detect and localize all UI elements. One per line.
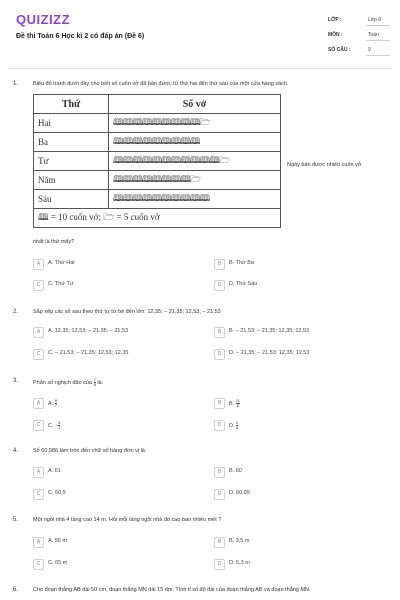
- option-text: A. Thứ Hai: [48, 260, 75, 266]
- day-cell: Tư: [34, 152, 109, 171]
- denominator: 8: [236, 425, 239, 430]
- option-letter-badge: B: [214, 259, 225, 270]
- question-number: 2.: [13, 309, 19, 315]
- fraction: [58, 421, 60, 430]
- numerator: 11: [235, 398, 240, 403]
- book-icons: 🕮🕮🕮🕮🕮🕮🕮🕮🕮: [109, 133, 281, 152]
- pictograph-table: [33, 94, 281, 228]
- book-icons: 🕮🕮🕮🕮🕮🕮🕮🕮🕮🗁: [109, 114, 281, 133]
- option-b[interactable]: [214, 398, 374, 410]
- minus-sign: −: [55, 422, 59, 429]
- question-text: [33, 378, 388, 387]
- option-text: D. 60,99: [229, 490, 250, 496]
- option-b[interactable]: [214, 537, 374, 549]
- option-text: C. Thứ Tư: [48, 281, 74, 287]
- option-letter-badge: C: [33, 559, 44, 570]
- option-text: A. 56 m: [48, 538, 67, 544]
- book-icons: 🕮🕮🕮🕮🕮🕮🕮🕮🕮🕮: [109, 190, 281, 209]
- option-text: D. – 21,35; – 21,53; 12,35; 12,53: [229, 350, 310, 356]
- option-letter-badge: A: [33, 327, 44, 338]
- fraction: [236, 421, 238, 430]
- option-c[interactable]: [33, 489, 193, 501]
- option-b[interactable]: [214, 467, 374, 479]
- option-letter-badge: A: [33, 259, 44, 270]
- option-d[interactable]: [214, 489, 374, 501]
- question-number: 5.: [13, 517, 19, 523]
- table-row: [34, 209, 281, 228]
- question-number: 6.: [13, 587, 19, 593]
- option-letter-badge: A: [33, 467, 44, 478]
- option-text: [48, 399, 57, 408]
- option-text: C. 65 m: [48, 560, 68, 566]
- day-cell: Ba: [34, 133, 109, 152]
- meta-box: [328, 17, 388, 62]
- day-cell: Năm: [34, 171, 109, 190]
- option-prefix: A.: [48, 400, 54, 407]
- option-text: [229, 399, 240, 408]
- option-letter-badge: B: [214, 537, 225, 548]
- question-text-continued: nhất là thứ mấy?: [33, 239, 75, 245]
- option-prefix: C.: [48, 422, 54, 429]
- option-text: [48, 421, 60, 430]
- option-d[interactable]: [214, 420, 374, 432]
- option-b[interactable]: [214, 327, 374, 339]
- option-letter-badge: B: [214, 467, 225, 478]
- numerator: 5: [236, 420, 239, 425]
- option-a[interactable]: [33, 398, 193, 410]
- day-cell: Sáu: [34, 190, 109, 209]
- page-header: [0, 0, 400, 70]
- denominator: 8: [236, 403, 239, 408]
- option-text: C. – 21,53; – 21,35; 12,53; 12,35: [48, 350, 129, 356]
- page-title: Đề thi Toán 6 Học kì 2 có đáp án (Đề 6): [16, 33, 145, 40]
- option-d[interactable]: [214, 559, 374, 571]
- numerator: 8: [58, 420, 61, 425]
- option-letter-badge: D: [214, 349, 225, 360]
- option-d[interactable]: [214, 349, 374, 361]
- option-c[interactable]: [33, 280, 193, 292]
- fraction: [236, 399, 240, 408]
- denominator: 8: [93, 382, 96, 387]
- option-letter-badge: D: [214, 280, 225, 291]
- option-letter-badge: C: [33, 420, 44, 431]
- question-text-continued: Ngày bán được nhiều cuốn vở: [287, 162, 362, 168]
- option-letter-badge: D: [214, 559, 225, 570]
- option-c[interactable]: [33, 349, 193, 361]
- meta-label: MÔN :: [328, 32, 343, 38]
- day-cell: Hai: [34, 114, 109, 133]
- option-text: B. 3,5 m: [229, 538, 250, 544]
- question-text: Cho đoạn thẳng AB dài 50 cm, đoạn thẳng MN dài 15 dm. Tính tỉ số độ dài của đoạn thẳng AB và đoạn thẳng MN.: [33, 587, 311, 593]
- option-letter-badge: A: [33, 537, 44, 548]
- option-prefix: B.: [229, 400, 235, 407]
- meta-label: SỐ CÂU :: [328, 47, 351, 53]
- question-number: 3.: [13, 378, 19, 384]
- quizizz-logo: QUIZIZZ: [16, 12, 71, 27]
- option-letter-badge: C: [33, 489, 44, 500]
- option-letter-badge: B: [214, 327, 225, 338]
- question-number: 4.: [13, 448, 19, 454]
- meta-row-count: [328, 47, 388, 62]
- option-letter-badge: C: [33, 349, 44, 360]
- option-text: A. 12,35; 12,53; – 21,35; – 21,53: [48, 328, 129, 334]
- option-text: D. Thứ Sáu: [229, 281, 258, 287]
- class-field: Lớp 6: [366, 15, 390, 26]
- option-text: B. Thứ Ba: [229, 260, 254, 266]
- question-text: Sắp xếp các số sau theo thứ tự từ bé đến lớn: 12,35; – 21,35; 12,53; – 21,53: [33, 309, 221, 315]
- question-text-part: là:: [97, 379, 104, 386]
- table-row: [34, 190, 281, 209]
- book-icons: 🕮🕮🕮🕮🕮🕮🕮🕮🕮🕮🕮🗁: [109, 152, 281, 171]
- denominator: 7: [58, 425, 61, 430]
- option-letter-badge: B: [214, 398, 225, 409]
- pictograph-legend: 🕮 = 10 cuốn vở; 🗁 = 5 cuốn vở: [34, 209, 281, 228]
- option-prefix: D.: [229, 422, 235, 429]
- book-icons: 🕮🕮🕮🕮🕮🕮🕮🕮🗁: [109, 171, 281, 190]
- option-letter-badge: D: [214, 420, 225, 431]
- question-text: Một ngôi nhà 4 tầng cao 14 m. Hỏi mỗi tầng ngôi nhà đó cao bao nhiêu mét ?: [33, 517, 222, 523]
- option-c[interactable]: [33, 420, 193, 432]
- option-a[interactable]: [33, 537, 193, 549]
- table-row: [34, 171, 281, 190]
- question-text-part: Phân số nghịch đảo của: [33, 379, 93, 386]
- question-text: Số 60,986 làm tròn đến chữ số hàng đơn vị là:: [33, 448, 147, 454]
- table-row: [34, 133, 281, 152]
- count-field: 9: [366, 45, 390, 56]
- fraction: [94, 378, 96, 387]
- table-header-day: Thứ: [34, 95, 109, 114]
- option-text: A. 61: [48, 468, 61, 474]
- table-header-count: Số vở: [109, 95, 281, 114]
- option-d[interactable]: [214, 280, 374, 292]
- fraction: [55, 399, 57, 408]
- option-a[interactable]: [33, 467, 193, 479]
- option-text: B. 60: [229, 468, 242, 474]
- subject-field: Toán: [366, 30, 390, 41]
- table-row: [34, 114, 281, 133]
- option-b[interactable]: [214, 259, 374, 271]
- header-divider: [8, 68, 392, 69]
- option-letter-badge: A: [33, 398, 44, 409]
- denominator: 7: [54, 403, 57, 408]
- numerator: 8: [54, 398, 57, 403]
- question-number: 1.: [13, 81, 19, 87]
- option-text: D. 5,3 m: [229, 560, 250, 566]
- numerator: 7: [93, 377, 96, 382]
- option-text: B. – 21,53; – 21,35; 12,35; 12,53: [229, 328, 310, 334]
- option-a[interactable]: [33, 259, 193, 271]
- option-c[interactable]: [33, 559, 193, 571]
- option-text: [229, 421, 238, 430]
- question-text: Biểu đồ tranh dưới đây cho biết số cuốn vở đã bán được từ thứ hai đến thứ sáu của một cửa hàng sách.: [33, 81, 289, 87]
- option-text: C. 60,9: [48, 490, 66, 496]
- meta-label: LỚP :: [328, 17, 342, 23]
- option-letter-badge: D: [214, 489, 225, 500]
- option-a[interactable]: [33, 327, 193, 339]
- option-letter-badge: C: [33, 280, 44, 291]
- table-row: [34, 152, 281, 171]
